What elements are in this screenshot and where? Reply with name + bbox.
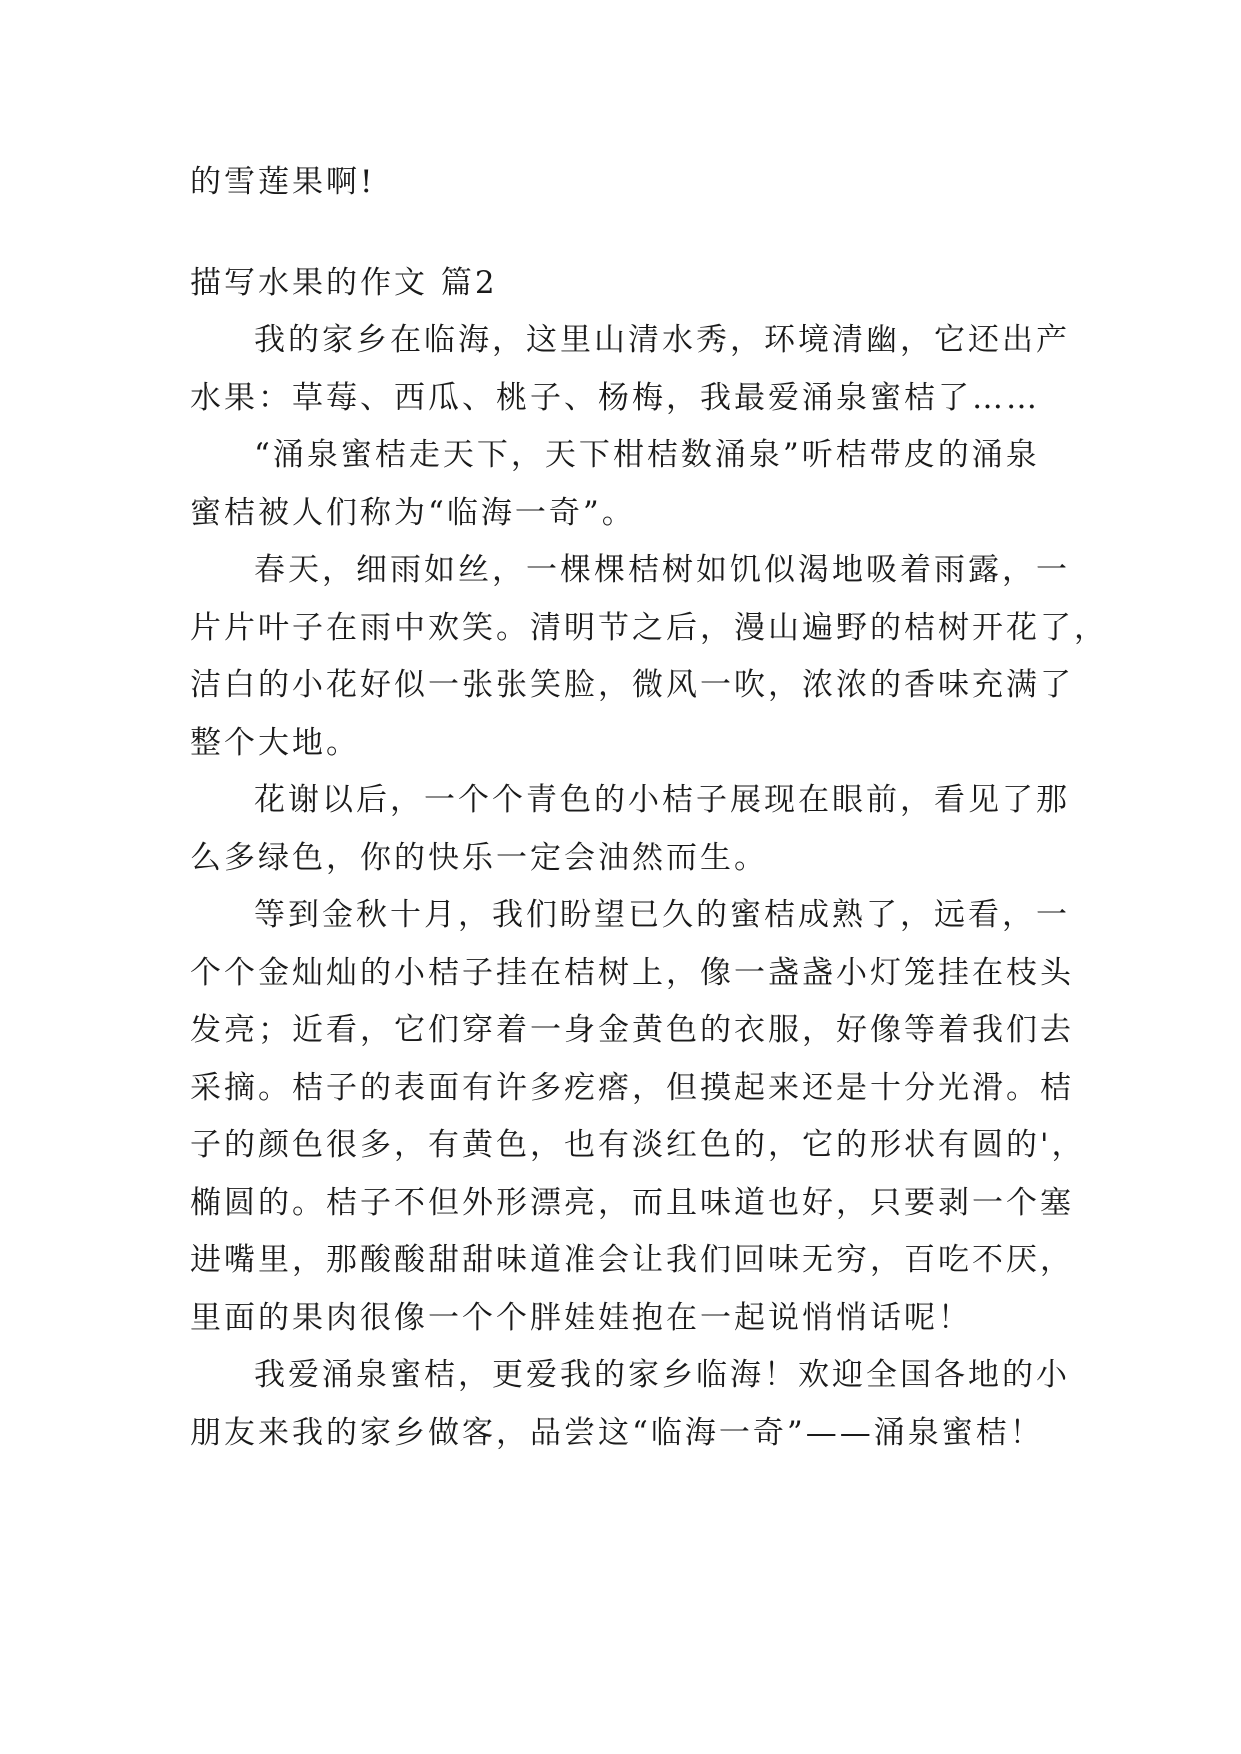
paragraph-line: 采摘。桔子的表面有许多疙瘩，但摸起来还是十分光滑。桔 — [190, 1069, 1074, 1106]
paragraph-line: 蜜桔被人们称为“临海一奇”。 — [190, 494, 636, 531]
paragraph-line: 个个金灿灿的小桔子挂在桔树上，像一盏盏小灯笼挂在枝头 — [190, 954, 1074, 991]
paragraph-line: 我爱涌泉蜜桔，更爱我的家乡临海！欢迎全国各地的小 — [254, 1357, 1070, 1393]
paragraph — [190, 887, 1086, 1347]
paragraph-line: “涌泉蜜桔走天下，天下柑桔数涌泉”听桔带皮的涌泉 — [254, 437, 1040, 473]
document-body — [190, 154, 1108, 1462]
paragraph-line: 朋友来我的家乡做客，品尝这“临海一奇”——涌泉蜜桔！ — [190, 1414, 1044, 1451]
paragraph-line: 发亮；近看，它们穿着一身金黄色的衣服，好像等着我们去 — [190, 1012, 1074, 1048]
paragraph-line: 进嘴里，那酸酸甜甜味道准会让我们回味无穷，百吃不厌， — [190, 1242, 1074, 1278]
paragraph-line: 整个大地。 — [190, 724, 360, 761]
paragraph-line: 花谢以后，一个个青色的小桔子展现在眼前，看见了那 — [254, 782, 1070, 818]
paragraph-line: 春天，细雨如丝，一棵棵桔树如饥似渴地吸着雨露，一 — [254, 552, 1070, 588]
paragraph-line: 椭圆的。桔子不但外形漂亮，而且味道也好，只要剥一个塞 — [190, 1184, 1074, 1221]
paragraph — [190, 312, 1070, 427]
paragraph-line: 等到金秋十月，我们盼望已久的蜜桔成熟了，远看，一 — [254, 897, 1070, 933]
paragraph-line: 洁白的小花好似一张张笑脸，微风一吹，浓浓的香味充满了 — [190, 667, 1074, 703]
section-title: 描写水果的作文 篇2 — [190, 264, 498, 301]
paragraph-line: 子的颜色很多，有黄色，也有淡红色的，它的形状有圆的'， — [190, 1127, 1086, 1163]
top-fragment: 的雪莲果啊! — [190, 164, 376, 200]
paragraph-line: 片片叶子在雨中欢笑。清明节之后，漫山遍野的桔树开花了， — [190, 609, 1108, 646]
paragraph-line: 么多绿色，你的快乐一定会油然而生。 — [190, 839, 768, 876]
paragraph-line: 里面的果肉很像一个个胖娃娃抱在一起说悄悄话呢！ — [190, 1299, 972, 1336]
paragraph — [190, 427, 1052, 542]
paragraph — [190, 772, 1070, 887]
paragraph — [190, 542, 1108, 772]
section-gap — [190, 212, 1052, 255]
paragraph-line: 水果：草莓、西瓜、桃子、杨梅，我最爱涌泉蜜桔了…… — [190, 379, 1040, 416]
paragraph — [190, 1347, 1070, 1462]
paragraph-line: 我的家乡在临海，这里山清水秀，环境清幽，它还出产 — [254, 322, 1070, 358]
